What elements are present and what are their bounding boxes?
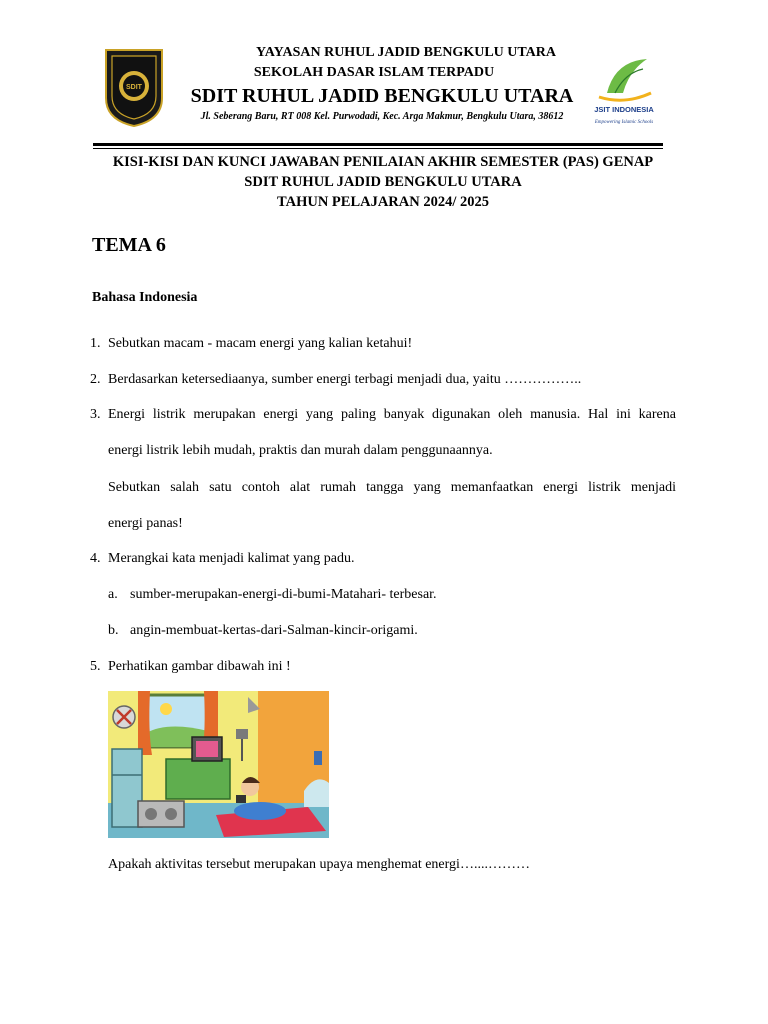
question-text-line: Energi listrik merupakan energi yang paling banyak digunakan oleh manusia. Hal ini karena bbox=[108, 407, 676, 422]
subitem-label: b. bbox=[108, 623, 119, 638]
question-text: Merangkai kata menjadi kalimat yang padu. bbox=[108, 551, 355, 566]
question-text-line: energi panas! bbox=[108, 516, 183, 531]
question-text-line: Sebutkan salah satu contoh alat rumah tangga yang memanfaatkan energi listrik menjadi bbox=[108, 480, 676, 495]
school-type: SEKOLAH DASAR ISLAM TERPADU bbox=[253, 65, 495, 80]
question-text: Berdasarkan ketersediaanya, sumber energi terbagi menjadi dua, yaitu …………….. bbox=[108, 372, 582, 387]
header-divider-thin bbox=[93, 148, 663, 149]
subitem-text: angin-membuat-kertas-dari-Salman-kincir-origami. bbox=[130, 623, 418, 638]
question-text: Sebutkan macam - macam energi yang kalian ketahui! bbox=[108, 336, 413, 351]
document-title-line3: TAHUN PELAJARAN 2024/ 2025 bbox=[277, 194, 489, 210]
document-title-line1: KISI-KISI DAN KUNCI JAWABAN PENILAIAN AKHIR SEMESTER (PAS) GENAP bbox=[112, 154, 654, 170]
logo-right-tagline: Empowering Islamic Schools bbox=[594, 120, 654, 125]
foundation-name: YAYASAN RUHUL JADID BENGKULU UTARA bbox=[255, 45, 557, 60]
subitem-text: sumber-merupakan-energi-di-bumi-Matahari- terbesar. bbox=[130, 587, 437, 602]
question-number: 3. bbox=[90, 407, 101, 422]
subitem-label: a. bbox=[108, 587, 118, 602]
question-followup: Apakah aktivitas tersebut merupakan upaya menghemat energi…....……… bbox=[108, 857, 530, 872]
logo-right-name: JSIT INDONESIA bbox=[594, 105, 654, 114]
question-text-line: energi listrik lebih mudah, praktis dan murah dalam penggunaannya. bbox=[108, 443, 493, 458]
document-title-line2: SDIT RUHUL JADID BENGKULU UTARA bbox=[244, 174, 522, 190]
question-number: 1. bbox=[90, 336, 101, 351]
question-number: 4. bbox=[90, 551, 101, 566]
theme-heading: TEMA 6 bbox=[92, 234, 166, 256]
header-divider-thick bbox=[93, 143, 663, 146]
question-text: Perhatikan gambar dibawah ini ! bbox=[108, 659, 291, 674]
room-illustration bbox=[108, 691, 329, 838]
subject-heading: Bahasa Indonesia bbox=[92, 290, 198, 305]
question-number: 2. bbox=[90, 372, 101, 387]
school-name: SDIT RUHUL JADID BENGKULU UTARA bbox=[190, 85, 574, 107]
logo-left-text: SDIT bbox=[126, 84, 142, 91]
question-number: 5. bbox=[90, 659, 101, 674]
school-address: Jl. Seberang Baru, RT 008 Kel. Purwodadi, Kec. Arga Makmur, Bengkulu Utara, 38612 bbox=[200, 111, 564, 122]
